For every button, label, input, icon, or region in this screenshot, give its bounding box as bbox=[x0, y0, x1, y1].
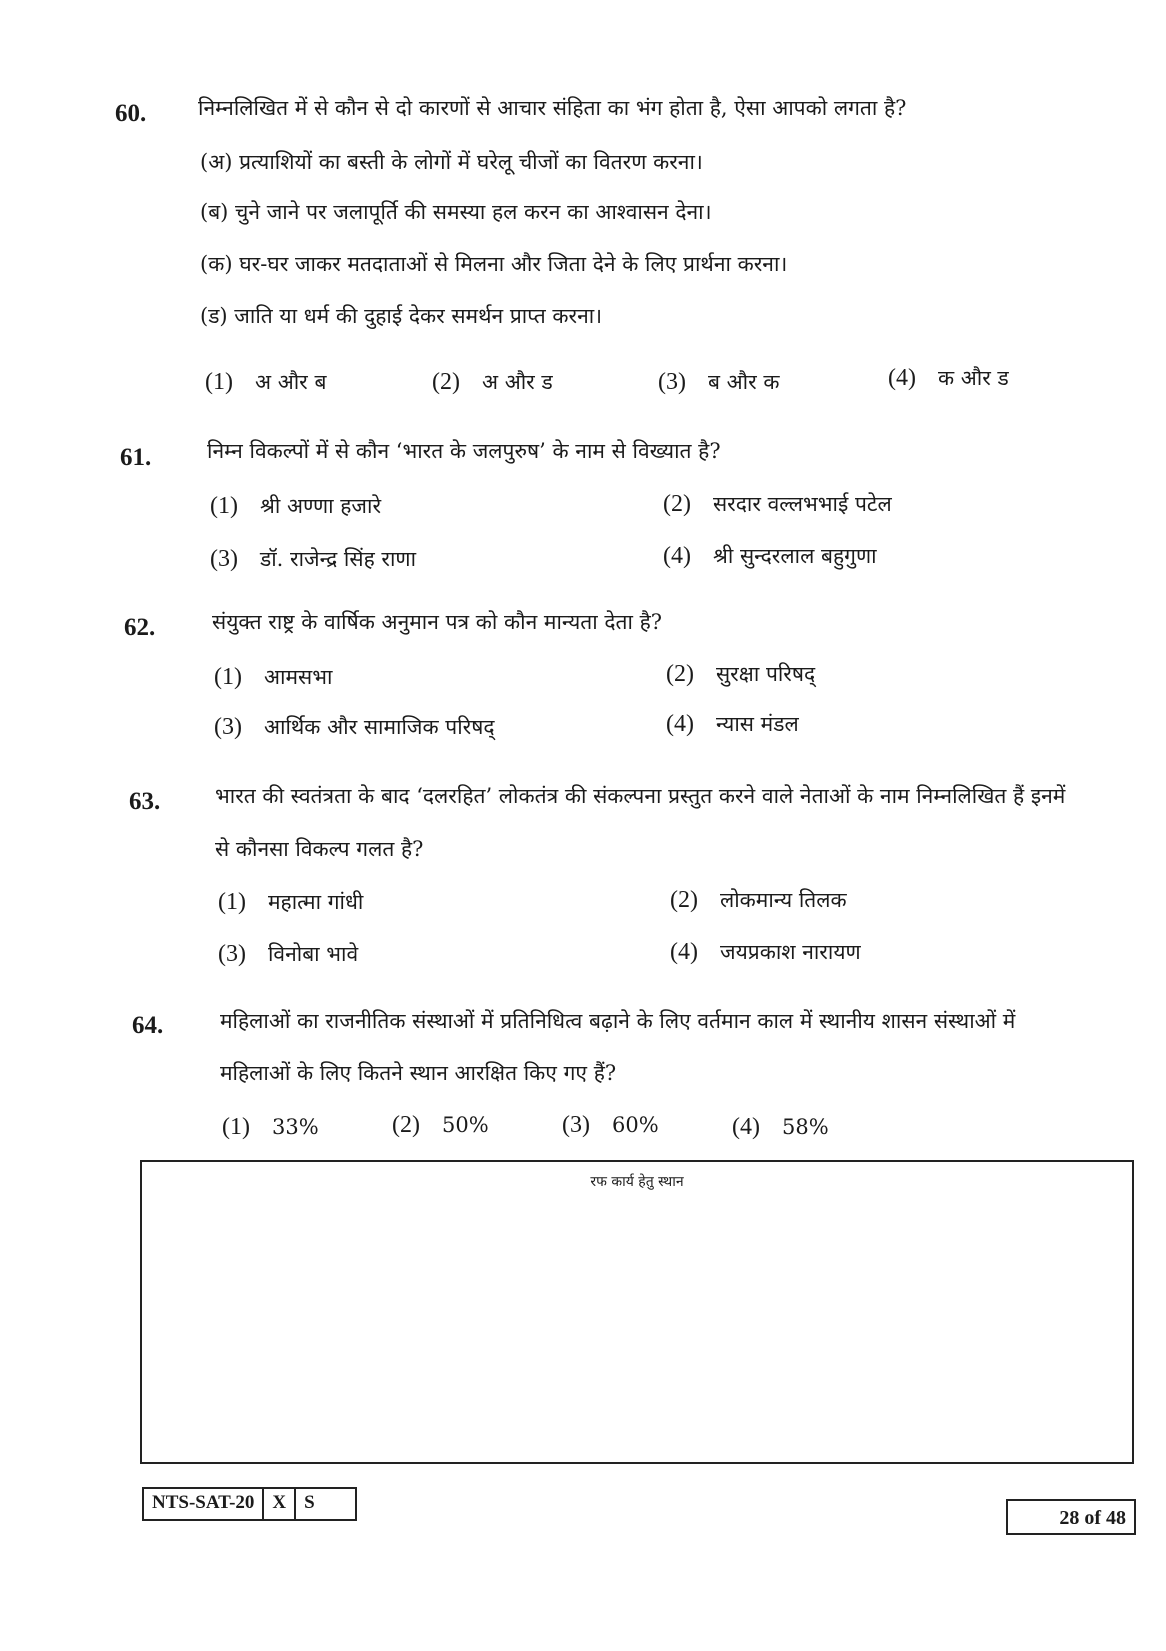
option-number: (2) bbox=[666, 661, 694, 687]
option-text: सरदार वल्लभभाई पटेल bbox=[712, 492, 892, 516]
option-number: (1) bbox=[214, 664, 242, 690]
option-text: अ और ब bbox=[254, 370, 327, 394]
option-text: लोकमान्य तिलक bbox=[719, 888, 847, 912]
question-text: निम्न विकल्पों में से कौन ‘भारत के जलपुरुष’ के नाम से विख्यात है? bbox=[207, 439, 721, 463]
statement: (क) घर-घर जाकर मतदाताओं से मिलना और जिता देने के लिए प्रार्थना करना। bbox=[200, 252, 788, 276]
section-code: S bbox=[304, 1492, 315, 1513]
option bbox=[888, 364, 1009, 392]
option bbox=[210, 545, 416, 573]
option-text: न्यास मंडल bbox=[715, 712, 799, 736]
statement: (अ) प्रत्याशियों का बस्ती के लोगों में घरेलू चीजों का वितरण करना। bbox=[200, 150, 703, 174]
option-text: महात्मा गांधी bbox=[267, 890, 364, 914]
option-text: श्री सुन्दरलाल बहुगुणा bbox=[712, 544, 877, 568]
option bbox=[732, 1114, 829, 1141]
option-text: 60% bbox=[611, 1113, 659, 1137]
option-text: ब और क bbox=[707, 370, 780, 394]
option-text: आमसभा bbox=[263, 665, 333, 689]
option-text: श्री अण्णा हजारे bbox=[259, 494, 382, 518]
option-text: आर्थिक और सामाजिक परिषद् bbox=[263, 715, 495, 739]
paper-code-box bbox=[142, 1487, 357, 1521]
option bbox=[218, 940, 358, 968]
option-number: (2) bbox=[663, 491, 691, 517]
statement: (ब) चुने जाने पर जलापूर्ति की समस्या हल करन का आश्वासन देना। bbox=[200, 200, 712, 224]
question-text: संयुक्त राष्ट्र के वार्षिक अनुमान पत्र को कौन मान्यता देता है? bbox=[212, 610, 663, 634]
option bbox=[222, 1114, 319, 1141]
option-number: (3) bbox=[210, 546, 238, 572]
question-text-continued: से कौनसा विकल्प गलत है? bbox=[215, 837, 424, 861]
option-text: 33% bbox=[271, 1115, 319, 1139]
statement: (ड) जाति या धर्म की दुहाई देकर समर्थन प्राप्त करना। bbox=[200, 304, 603, 328]
option-number: (2) bbox=[432, 369, 460, 395]
option-number: (4) bbox=[666, 711, 694, 737]
option-text: सुरक्षा परिषद् bbox=[715, 662, 816, 686]
question-text: भारत की स्वतंत्रता के बाद ‘दलरहित’ लोकतंत्र की संकल्पना प्रस्तुत करने वाले नेताओं के नाम निम्नलिखित हैं इनमें bbox=[215, 784, 1066, 808]
option-text: अ और ड bbox=[481, 370, 553, 394]
question-number: 63. bbox=[129, 788, 161, 815]
question-number: 61. bbox=[120, 444, 152, 471]
option bbox=[670, 938, 861, 966]
option-number: (1) bbox=[222, 1114, 250, 1140]
option bbox=[210, 492, 381, 520]
option-number: (1) bbox=[210, 493, 238, 519]
option-text: विनोबा भावे bbox=[267, 942, 359, 966]
option bbox=[214, 713, 495, 741]
option bbox=[214, 663, 332, 691]
option-number: (3) bbox=[562, 1112, 590, 1138]
rough-work-label: रफ कार्य हेतु स्थान bbox=[590, 1174, 684, 1190]
paper-code: NTS-SAT-20 bbox=[144, 1489, 264, 1519]
option-number: (4) bbox=[732, 1114, 760, 1140]
option-text: 58% bbox=[781, 1115, 829, 1139]
question-text: महिलाओं का राजनीतिक संस्थाओं में प्रतिनिधित्व बढ़ाने के लिए वर्तमान काल में स्थानीय शासन संस्थाओं में bbox=[220, 1009, 1016, 1033]
question-number: 64. bbox=[132, 1012, 164, 1039]
option-text: डॉ. राजेन्द्र सिंह राणा bbox=[259, 547, 417, 571]
question-text-continued: महिलाओं के लिए कितने स्थान आरक्षित किए गए हैं? bbox=[220, 1061, 617, 1085]
option-number: (2) bbox=[670, 887, 698, 913]
option bbox=[658, 368, 780, 396]
rough-work-area bbox=[140, 1160, 1134, 1464]
option-number: (4) bbox=[663, 543, 691, 569]
question-text: निम्नलिखित में से कौन से दो कारणों से आचार संहिता का भंग होता है, ऐसा आपको लगता है? bbox=[198, 96, 907, 120]
option bbox=[670, 886, 847, 914]
option-number: (3) bbox=[658, 369, 686, 395]
option bbox=[432, 368, 553, 396]
option-text: जयप्रकाश नारायण bbox=[719, 940, 861, 964]
option-text: 50% bbox=[441, 1113, 489, 1137]
option bbox=[663, 542, 877, 570]
question-number: 60. bbox=[115, 100, 147, 127]
option-number: (2) bbox=[392, 1112, 420, 1138]
question-number: 62. bbox=[124, 614, 156, 641]
option bbox=[562, 1112, 659, 1139]
option-number: (4) bbox=[670, 939, 698, 965]
page-number: 28 of 48 bbox=[1006, 1499, 1136, 1535]
option-number: (1) bbox=[218, 889, 246, 915]
option-text: क और ड bbox=[937, 366, 1009, 390]
option bbox=[205, 368, 326, 396]
option-number: (4) bbox=[888, 365, 916, 391]
option bbox=[392, 1112, 489, 1139]
option bbox=[663, 490, 892, 518]
class-code: X bbox=[264, 1489, 296, 1519]
option bbox=[666, 710, 799, 738]
option-number: (1) bbox=[205, 369, 233, 395]
option-number: (3) bbox=[214, 714, 242, 740]
option-number: (3) bbox=[218, 941, 246, 967]
option bbox=[666, 660, 815, 688]
option bbox=[218, 888, 363, 916]
